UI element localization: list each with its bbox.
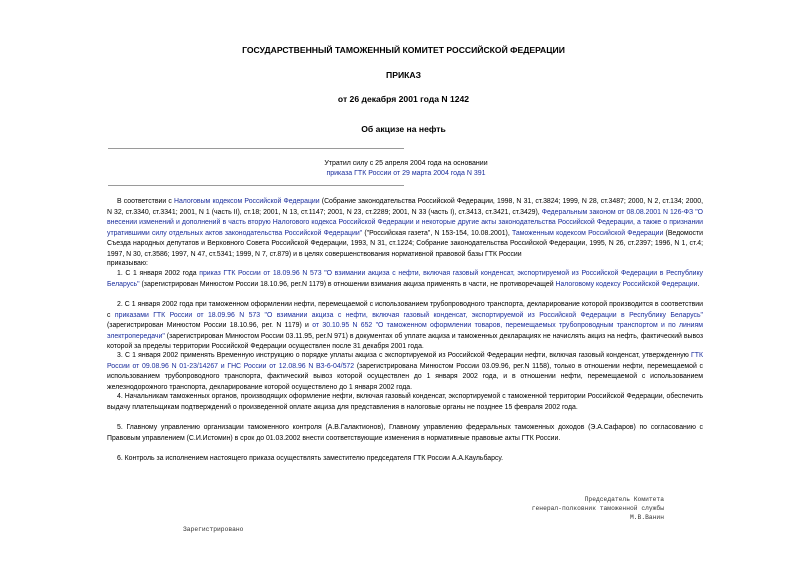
order-573-link[interactable]: приказ ГТК России от 18.09.96 N 573 "О взимании акциза с нефти, включая газовый конденсат, экспортируемой из Российской Федерации в Республику Беларусь": [107, 270, 703, 288]
instruction-link[interactable]: ГТК России от 09.08.96 N 01-23/14267 и ГНС России от 12.08.96 N ВЗ-6-04/572: [107, 352, 703, 370]
tax-code-link-2[interactable]: Налоговому кодексу Российской Федерации: [555, 280, 698, 288]
preamble-paragraph: [107, 197, 703, 260]
item-6: 6. Контроль за исполнением настоящего приказа осуществлять заместителю председателя ГТК России А.А.Каульбарсу.: [117, 455, 504, 462]
orders-573-link[interactable]: приказами ГТК России от 18.09.96 N 573 "О взимании акциза с нефти, включая газовый конденсат, экспортируемой из Российской Федерации в Республику Беларусь": [114, 311, 703, 319]
item-4: 4. Начальникам таможенных органов, производящих оформление нефти, включая газовый конденсат, экспортируемой с таможенной территории Российской Федерации, обеспечить выдачу плательщикам подтверждений о произведенной оплате акциза для представления в налоговые органы не позднее 15 февраля 2002 года.: [107, 393, 703, 411]
item-2-text-3: (зарегистрирован Минюстом России 03.11.95, рег.N 971) в документах об уплате акциза и таможенных декларациях не начислять акциз на нефть, фактический вывоз которой за пределы территории Российской Федерации осуществлен после 31 декабря 2001 года.: [107, 332, 703, 350]
divider-bottom: [108, 185, 404, 186]
item-1: [107, 269, 703, 290]
registered-label: Зарегистрировано: [183, 526, 244, 533]
customs-code-link[interactable]: Таможенным кодексом Российской Федерации: [511, 229, 664, 237]
item-5: 5. Главному управлению организации таможенного контроля (А.В.Галактионов), Главному управлению федеральных таможенных доходов (Э.А.Сафаров) по согласованию с Правовым управлением (С.И.Истомин) в срок до 01.03.2002 внести соответствующие изменения в нормативные правовые акты ГТК России.: [107, 424, 703, 442]
preamble-text-1: В соответствии с: [117, 198, 174, 205]
item-1-text-1: 1. С 1 января 2002 года: [117, 270, 200, 277]
organization-heading: ГОСУДАРСТВЕННЫЙ ТАМОЖЕННЫЙ КОМИТЕТ РОССИЙСКОЙ ФЕДЕРАЦИИ: [242, 45, 565, 55]
tax-code-link[interactable]: Налоговым кодексом Российской Федерации: [173, 198, 320, 205]
item-1-text-2: (зарегистрирован Минюстом России 18.10.96, рег.N 1179) в отношении взимания акциза применять в части, не противоречащей: [139, 280, 556, 288]
lost-force-link[interactable]: приказа ГТК России от 29 марта 2004 года N 391: [326, 170, 486, 177]
signature-position: Председатель Комитета: [584, 496, 664, 503]
divider-top: [108, 148, 404, 149]
order-word: приказываю:: [107, 260, 148, 267]
preamble-text-2: (Собрание законодательства Российской Федерации, 1998, N 31, ст.3824; 1999, N 28, ст.3487; 2000, N 2, ст.134; 2000, N 32, ст.3340, ст.3341; 2001, N 1 (часть II), ст.18; 2001, N 13, ст.1147; 2001, N 23, ст.2289; 2001, N 33 (часть I), ст.3413, ст.3421, ст.3429),: [107, 198, 704, 216]
preamble-text-4: (Ведомости Съезда народных депутатов и Верховного Совета Российской Федерации, 1993, N 31, ст.1224; Собрание законодательства Российской Федерации, 1995, N 26, ст.2397; 1996, N 1, ст.4; 1997, N 30, ст.3586; 1997, N 47, ст.5341; 1999, N 7, ст.879) и в целях совершенствования нормативной правовой базы ГТК России: [107, 229, 703, 258]
preamble-text-3: ("Российская газета", N 153-154, 10.08.2001),: [362, 229, 512, 237]
item-2-text-2: (зарегистрирован Минюстом России 18.10.96, рег. N 1179) и: [107, 322, 313, 329]
item-2: [107, 300, 703, 353]
signature-block: [344, 495, 664, 522]
item-3-text-2: (зарегистрирована Минюстом России 03.09.96, рег.N 1158), только в отношении нефти, перемещаемой с использованием трубопроводного транспорта, фактический вывоз которой осуществлен до 1 января 2002 года, и в отношении нефти, перемещаемой с использованием железнодорожного транспорта, декларирование которой осуществлено до 1 января 2002 года.: [107, 362, 703, 391]
signature-rank: генерал-полковник таможенной службы: [531, 505, 664, 512]
federal-law-link[interactable]: Федеральным законом от 08.08.2001 N 126-ФЗ "О внесении изменений и дополнений в часть вторую Налогового кодекса Российской Федерации и некоторые другие акты законодательства Российской Федерации, а также о признании утратившими силу отдельных актов законодательства Российской Федерации": [107, 208, 703, 237]
item-1-text-3: .: [697, 280, 700, 288]
lost-force-text: Утратил силу с 25 апреля 2004 года на основании: [324, 160, 488, 167]
item-3-text-1: 3. С 1 января 2002 применять Временную инструкцию о порядке уплаты акциза с экспортируемой из Российской Федерации нефти, включая газовый конденсат, утвержденную: [117, 352, 692, 359]
document-type: ПРИКАЗ: [386, 70, 421, 80]
item-3: [107, 351, 703, 393]
lost-force-note: [245, 159, 567, 179]
item-2-text-1: 2. С 1 января 2002 года при таможенном оформлении нефти, перемещаемой с использованием трубопроводного транспорта, декларирование которой производится в соответствии с: [107, 301, 703, 319]
order-652-link[interactable]: от 30.10.95 N 652 "О таможенном оформлении товаров, перемещаемых трубопроводным транспортом и по линиям электропередачи": [107, 322, 703, 340]
document-date-number: от 26 декабря 2001 года N 1242: [337, 94, 470, 104]
document-title: Об акцизе на нефть: [361, 124, 446, 134]
signature-name: М.В.Ванин: [629, 514, 664, 521]
